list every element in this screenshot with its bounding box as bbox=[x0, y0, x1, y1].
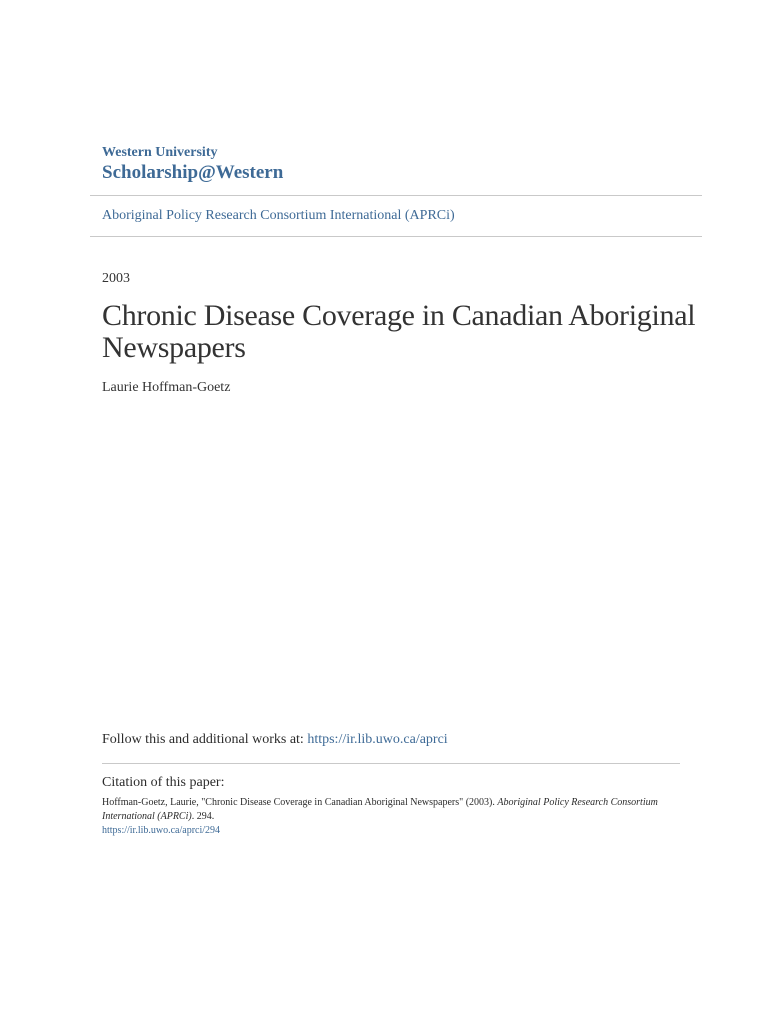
university-name[interactable]: Western University bbox=[102, 145, 218, 160]
author-name: Laurie Hoffman-Goetz bbox=[102, 380, 231, 395]
follow-line bbox=[102, 732, 448, 748]
citation-heading: Citation of this paper: bbox=[102, 775, 225, 790]
repository-name[interactable]: Scholarship@Western bbox=[102, 162, 284, 183]
citation-link[interactable]: https://ir.lib.uwo.ca/aprci/294 bbox=[102, 825, 221, 836]
follow-text: Follow this and additional works at: bbox=[102, 732, 308, 747]
divider-top bbox=[90, 195, 702, 196]
paper-title: Chronic Disease Coverage in Canadian Aboriginal Newspapers bbox=[102, 299, 696, 364]
citation-source: Aboriginal Policy Research Consortium International (APRCi) bbox=[102, 797, 658, 822]
citation-block bbox=[102, 796, 662, 838]
citation-text: Hoffman-Goetz, Laurie, "Chronic Disease Coverage in Canadian Aboriginal Newspapers" (2003). bbox=[102, 797, 498, 808]
collection-link[interactable]: Aboriginal Policy Research Consortium International (APRCi) bbox=[102, 208, 455, 223]
publication-year: 2003 bbox=[102, 271, 130, 286]
divider-collection bbox=[90, 236, 702, 237]
citation-number: . 294. bbox=[191, 811, 215, 822]
follow-link[interactable]: https://ir.lib.uwo.ca/aprci bbox=[307, 732, 448, 747]
divider-citation bbox=[102, 763, 680, 764]
